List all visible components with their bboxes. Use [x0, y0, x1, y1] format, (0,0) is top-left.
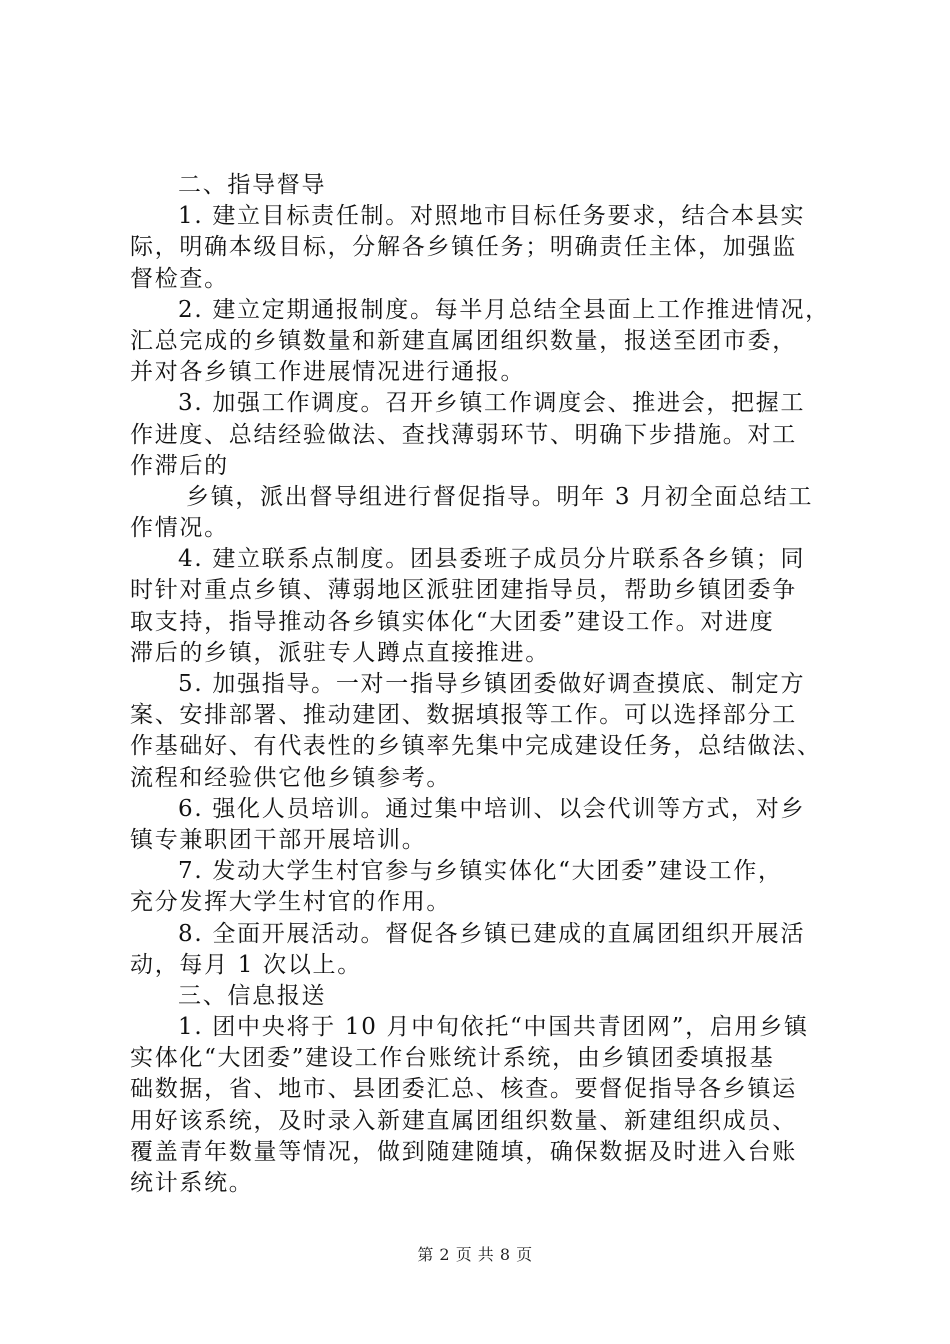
paragraph-line: 滞后的乡镇，派驻专人蹲点直接推进。 [130, 639, 550, 666]
paragraph-line: 1. 建立目标责任制。对照地市目标任务要求，结合本县实 [178, 203, 806, 230]
paragraph-line: 流程和经验供它他乡镇参考。 [130, 764, 452, 791]
paragraph-line: 覆盖青年数量等情况，做到随建随填，确保数据及时进入台账 [130, 1138, 797, 1165]
paragraph-line: 时针对重点乡镇、薄弱地区派驻团建指导员，帮助乡镇团委争 [130, 577, 797, 604]
section-heading: 二、指导督导 [178, 172, 327, 198]
paragraph-line: 7. 发动大学生村官参与乡镇实体化“大团委”建设工作， [178, 858, 783, 885]
paragraph-line: 4. 建立联系点制度。团县委班子成员分片联系各乡镇；同 [178, 546, 806, 573]
section-heading: 三、信息报送 [178, 982, 327, 1009]
paragraph-line: 6. 强化人员培训。通过集中培训、以会代训等方式，对乡 [178, 795, 806, 822]
paragraph-line: 8. 全面开展活动。督促各乡镇已建成的直属团组织开展活 [178, 920, 806, 947]
paragraph-line: 际，明确本级目标，分解各乡镇任务；明确责任主体，加强监 [130, 234, 797, 261]
paragraph-line: 乡镇，派出督导组进行督促指导。明年 3 月初全面总结工 [186, 483, 814, 510]
paragraph-line: 镇专兼职团干部开展培训。 [130, 826, 427, 853]
paragraph-line: 3. 加强工作调度。召开乡镇工作调度会、推进会，把握工 [178, 390, 806, 417]
paragraph-line: 5. 加强指导。一对一指导乡镇团委做好调查摸底、制定方 [178, 671, 806, 697]
paragraph-line: 充分发挥大学生村官的作用。 [130, 889, 452, 916]
paragraph-line: 取支持，指导推动各乡镇实体化“大团委”建设工作。对进度 [130, 608, 775, 635]
paragraph-line: 作进度、总结经验做法、查找薄弱环节、明确下步措施。对工 [130, 421, 797, 448]
paragraph-line: 统计系统。 [130, 1170, 254, 1196]
paragraph-line: 础数据，省、地市、县团委汇总、核查。要督促指导各乡镇运 [130, 1076, 797, 1103]
paragraph-line: 作基础好、有代表性的乡镇率先集中完成建设任务，总结做法、 [130, 733, 822, 760]
paragraph-line: 并对各乡镇工作进展情况进行通报。 [130, 359, 526, 386]
paragraph-line: 用好该系统，及时录入新建直属团组织数量、新建组织成员、 [130, 1107, 797, 1134]
document-body [130, 170, 830, 1199]
paragraph-line: 1. 团中央将于 10 月中旬依托“中国共青团网”，启用乡镇 [178, 1014, 809, 1041]
paragraph-line: 作滞后的 [130, 452, 229, 479]
paragraph-line: 2. 建立定期通报制度。每半月总结全县面上工作推进情况， [178, 296, 830, 323]
paragraph-line: 动，每月 1 次以上。 [130, 951, 362, 978]
paragraph-line: 督检查。 [130, 265, 229, 292]
page-footer: 第 2 页 共 8 页 [417, 1245, 533, 1264]
paragraph-line: 汇总完成的乡镇数量和新建直属团组织数量，报送至团市委， [130, 327, 797, 354]
paragraph-line: 实体化“大团委”建设工作台账统计系统，由乡镇团委填报基 [130, 1045, 775, 1072]
paragraph-line: 作情况。 [130, 515, 229, 542]
paragraph-line: 案、安排部署、推动建团、数据填报等工作。可以选择部分工 [130, 702, 797, 729]
